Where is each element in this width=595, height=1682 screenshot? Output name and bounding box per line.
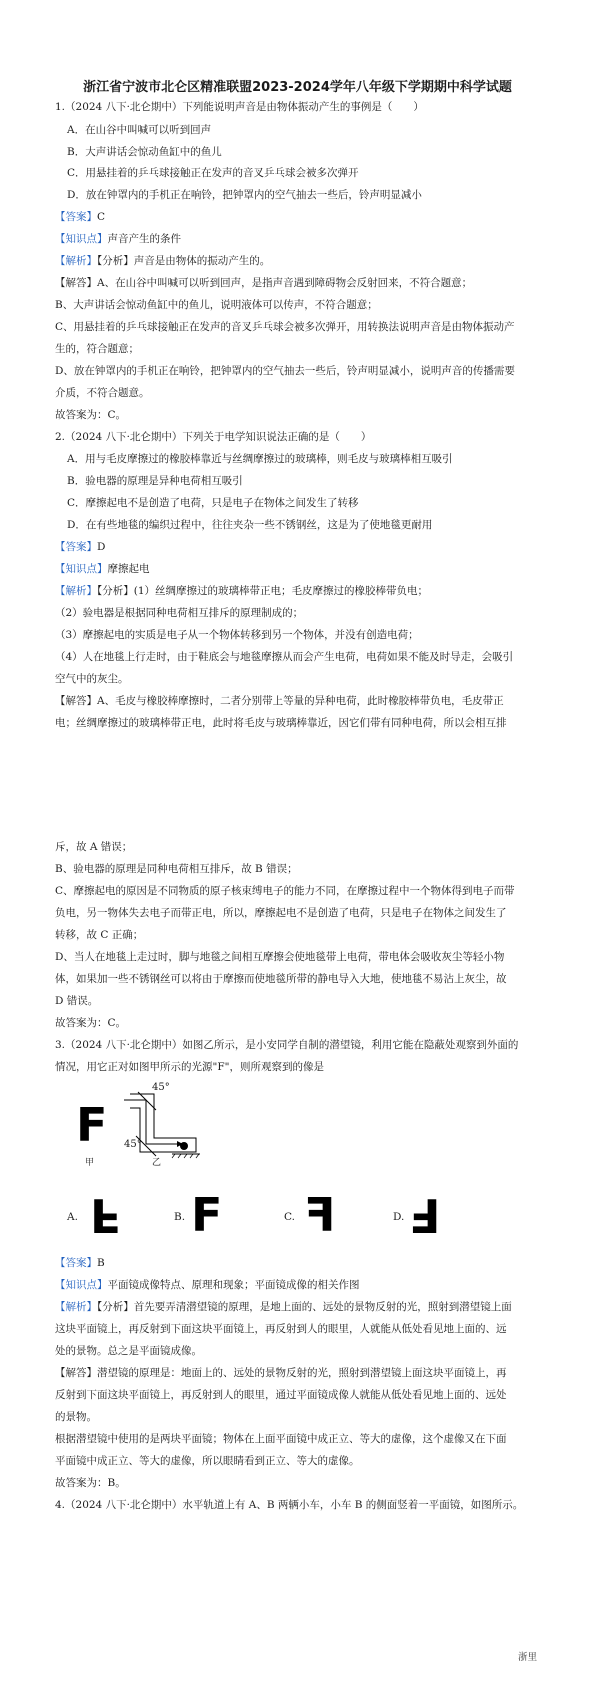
kp-value: 摩擦起电 (107, 563, 150, 575)
q2-knowledge-point (55, 562, 150, 576)
choice-b-image: F (191, 1188, 223, 1242)
light-source-f: F (76, 1098, 108, 1152)
choice-d-label: D. (393, 1211, 405, 1223)
q2-analysis-line: 空气中的灰尘。 (55, 673, 129, 685)
q1-analysis (55, 254, 270, 268)
page-title: 浙江省宁波市北仑区精准联盟2023-2024学年八年级下学期期中科学试题 (83, 80, 512, 95)
q1-solution-line: 生的，符合题意； (55, 343, 139, 355)
q1-solution-line: D、放在钟罩内的手机正在响铃，把钟罩内的空气抽去一些后，铃声明显减小，说明声音的传播需要 (55, 365, 515, 377)
kp-value: 声音产生的条件 (107, 233, 181, 245)
q1-option-c: C．用悬挂着的乒乓球接触正在发声的音叉乒乓球会被多次弹开 (67, 167, 359, 179)
figure-label-jia: 甲 (85, 1158, 95, 1168)
q3-analysis-line: 这块平面镜上，再反射到下面这块平面镜上，再反射到人的眼里，人就能从低处看见地上面的、远 (55, 1323, 507, 1335)
q1-stem: 1.（2024 八下·北仑期中）下列能说明声音是由物体振动产生的事例是（ ） (55, 101, 424, 113)
q3-solution-line: 的景物。 (55, 1411, 97, 1423)
kp-tag: 【知识点】 (55, 233, 108, 245)
periscope-drawing (72, 1086, 272, 1196)
q1-solution-line: C、用悬挂着的乒乓球接触正在发声的音叉乒乓球会被多次弹开，用转换法说明声音是由物体振动产 (55, 321, 515, 333)
solution-text: A、在山谷中叫喊可以听到回声，是指声音遇到障碍物会反射回来，不符合题意； (97, 277, 473, 289)
answer-tag: 【答案】 (55, 541, 97, 553)
answer-value: C (97, 211, 106, 223)
q1-option-d: D．放在钟罩内的手机正在响铃，把钟罩内的空气抽去一些后，铃声明显减小 (67, 189, 422, 201)
q3-solution-line: 根据潜望镜中使用的是两块平面镜；物体在上面平面镜中成正立、等大的虚像，这个虚像又在下面 (55, 1433, 507, 1445)
q2-analysis-line: （4）人在地毯上行走时，由于鞋底会与地毯摩擦从而会产生电荷，电荷如果不能及时导走，会吸引 (55, 651, 514, 663)
solution-tag: 【解答】 (55, 277, 97, 289)
kp-tag: 【知识点】 (55, 563, 108, 575)
q2-analysis-line: （3）摩擦起电的实质是电子从一个物体转移到另一个物体，并没有创造电荷； (55, 629, 419, 641)
analysis-tag: 【解析】 (55, 1301, 97, 1313)
analysis-text: 【分析】首先要弄清潜望镜的原理，是地上面的、远处的景物反射的光，照射到潜望镜上面 (97, 1301, 512, 1313)
q3-solution-line: 平面镜中成正立、等大的虚像，所以眼睛看到正立、等大的虚像。 (55, 1455, 360, 1467)
q2-solution-line: D、当人在地毯上走过时，脚与地毯之间相互摩擦会使地毯带上电荷，带电体会吸收灰尘等轻小物 (55, 951, 505, 963)
q1-solution-line: B、大声讲话会惊动鱼缸中的鱼儿，说明液体可以传声，不符合题意； (55, 299, 378, 311)
choice-d-image: F (409, 1188, 441, 1242)
q3-stem: 情况，用它正对如图甲所示的光源"F"，则所观察到的像是 (55, 1061, 324, 1073)
choice-b-label: B. (174, 1211, 186, 1223)
choice-a-image: F (90, 1188, 122, 1242)
q1-option-b: B．大声讲话会惊动鱼缸中的鱼儿 (67, 146, 222, 158)
q3-answer (55, 1256, 105, 1270)
q3-stem: 3.（2024 八下·北仑期中）如图乙所示，是小安同学自制的潜望镜，利用它能在隐蔽处观察到外面的 (55, 1039, 519, 1051)
choice-c-label: C. (284, 1211, 295, 1223)
q2-conclusion: 故答案为：C。 (55, 1017, 127, 1029)
analysis-tag: 【解析】 (55, 585, 97, 597)
q2-answer (55, 540, 105, 554)
q2-option-b: B．验电器的原理是异种电荷相互吸引 (67, 475, 243, 487)
q3-analysis (55, 1300, 512, 1314)
kp-value: 平面镜成像特点、原理和现象；平面镜成像的相关作图 (107, 1279, 360, 1291)
angle-label-top: 45° (152, 1082, 170, 1093)
answer-tag: 【答案】 (55, 211, 97, 223)
footer-mark: 浙里 (517, 1652, 537, 1663)
q3-analysis-line: 处的景物。总之是平面镜成像。 (55, 1345, 202, 1357)
answer-value: B (97, 1257, 105, 1269)
q3-conclusion: 故答案为：B。 (55, 1477, 126, 1489)
q2-solution-line: B、验电器的原理是同种电荷相互排斥，故 B 错误； (55, 863, 298, 875)
q2-solution-line: 转移，故 C 正确； (55, 929, 144, 941)
q2-solution-line: 体，如果加一些不锈钢丝可以将由于摩擦而使地毯所带的静电导入大地，使地毯不易沾上灰尘，故 (55, 973, 507, 985)
periscope-figure (72, 1082, 272, 1196)
q2-solution-line (55, 694, 504, 708)
q3-solution-line: 反射到下面这块平面镜上，再反射到人的眼里，通过平面镜成像人就能从低处看见地上面的、远处 (55, 1389, 507, 1401)
analysis-text: 【分析】(1）丝绸摩擦过的玻璃棒带正电；毛皮摩擦过的橡胶棒带负电； (97, 585, 429, 597)
q1-solution-line (55, 276, 472, 290)
q2-solution-line: 电；丝绸摩擦过的玻璃棒带正电，此时将毛皮与玻璃棒靠近，因它们带有同种电荷，所以会相互排 (55, 717, 507, 729)
analysis-text: 【分析】声音是由物体的振动产生的。 (97, 255, 271, 267)
solution-text: 潜望镜的原理是：地面上的、远处的景物反射的光，照射到潜望镜上面这块平面镜上，再 (97, 1367, 507, 1379)
q2-solution-line: D 错误。 (55, 995, 99, 1007)
solution-tag: 【解答】 (55, 1367, 97, 1379)
q4-stem: 4.（2024 八下·北仑期中）水平轨道上有 A、B 两辆小车，小车 B 的侧面竖着一平面镜，如图所示。 (55, 1499, 524, 1511)
figure-label-yi: 乙 (152, 1158, 162, 1168)
analysis-tag: 【解析】 (55, 255, 97, 267)
q1-knowledge-point (55, 232, 181, 246)
q2-solution-line: 斥，故 A 错误； (55, 841, 133, 853)
q2-option-a: A．用与毛皮摩擦过的橡胶棒靠近与丝绸摩擦过的玻璃棒，则毛皮与玻璃棒相互吸引 (67, 453, 453, 465)
answer-value: D (97, 541, 106, 553)
q1-option-a: A．在山谷中叫喊可以听到回声 (67, 124, 212, 136)
q1-conclusion: 故答案为：C。 (55, 409, 127, 421)
kp-tag: 【知识点】 (55, 1279, 108, 1291)
q2-solution-line: 负电，另一物体失去电子而带正电，所以，摩擦起电不是创造了电荷，只是电子在物体之间发生了 (55, 907, 507, 919)
solution-text: A、毛皮与橡胶棒摩擦时，二者分别带上等量的异种电荷，此时橡胶棒带负电，毛皮带正 (97, 695, 504, 707)
q2-solution-line: C、摩擦起电的原因是不同物质的原子核束缚电子的能力不同，在摩擦过程中一个物体得到电子而带 (55, 885, 515, 897)
q2-analysis (55, 584, 428, 598)
q1-solution-line: 介质，不符合题意。 (55, 387, 150, 399)
q2-option-d: D．在有些地毯的编织过程中，往往夹杂一些不锈钢丝，这是为了使地毯更耐用 (67, 519, 433, 531)
solution-tag: 【解答】 (55, 695, 97, 707)
choice-a-label: A. (67, 1211, 78, 1223)
angle-label-bottom: 45° (124, 1139, 142, 1150)
answer-tag: 【答案】 (55, 1257, 97, 1269)
q2-analysis-line: （2）验电器是根据同种电荷相互排斥的原理制成的； (55, 607, 304, 619)
q3-solution-line (55, 1366, 507, 1380)
q2-option-c: C．摩擦起电不是创造了电荷，只是电子在物体之间发生了转移 (67, 497, 359, 509)
q2-stem: 2.（2024 八下·北仑期中）下列关于电学知识说法正确的是（ ） (55, 431, 372, 443)
q1-answer (55, 210, 105, 224)
choice-c-image: F (304, 1188, 336, 1242)
q3-knowledge-point (55, 1278, 360, 1292)
